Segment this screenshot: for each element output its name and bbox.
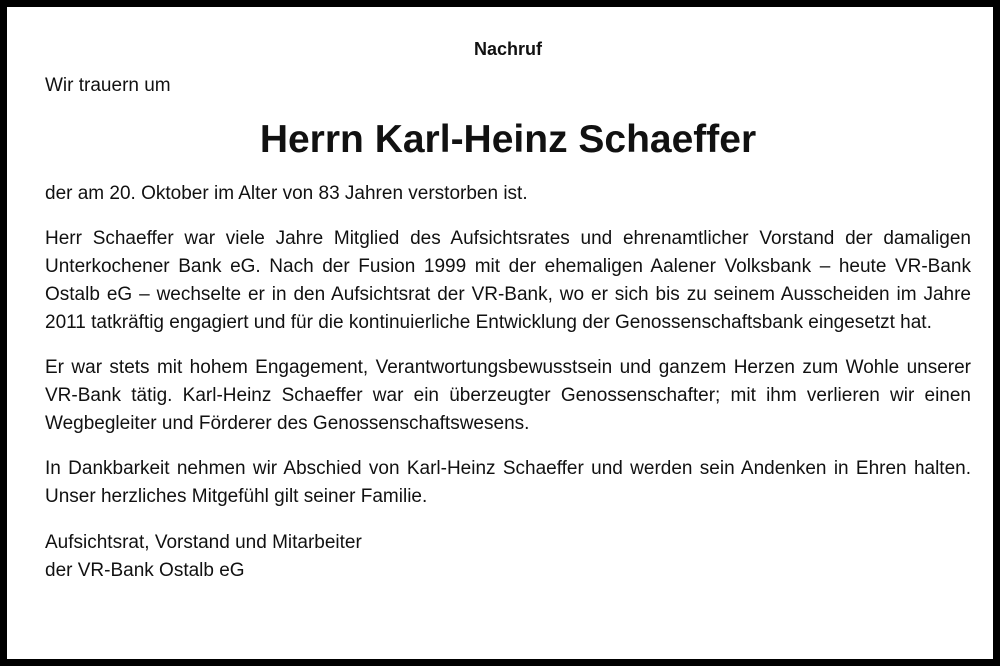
- obituary-content: [45, 37, 971, 585]
- intro-line: Wir trauern um: [45, 75, 171, 96]
- biography-paragraph: Herr Schaeffer war viele Jahre Mitglied des Aufsichtsrates und ehrenamtlicher Vorstand der damaligen Unterkochener Bank eG. Nach der Fusion 1999 mit der ehemaligen Aalener Volksbank – heute VR-Bank Ostalb eG – wechselte er in den Aufsichtsrat der VR-Bank, wo er sich bis zu seinem Ausscheiden im Jahre 2011 tatkräftig engagiert und für die kontinuierliche Entwicklung der Genossenschaftsbank eingesetzt hat.: [45, 228, 971, 333]
- deceased-name: Herrn Karl-Heinz Schaeffer: [259, 118, 757, 161]
- obituary-heading: Nachruf: [473, 39, 542, 59]
- death-notice-paragraph: der am 20. Oktober im Alter von 83 Jahren verstorben ist.: [45, 183, 528, 204]
- signature-block: [45, 529, 971, 585]
- signature-line-2: der VR-Bank Ostalb eG: [45, 560, 245, 581]
- tribute-paragraph: Er war stets mit hohem Engagement, Verantwortungsbewusstsein und ganzem Herzen zum Wohle unserer VR-Bank tätig. Karl-Heinz Schaeffer war ein überzeugter Genossenschafter; mit ihm verlieren wir einen Wegbegleiter und Förderer des Genossenschaftswesens.: [45, 357, 971, 434]
- signature-line-1: Aufsichtsrat, Vorstand und Mitarbeiter: [45, 532, 362, 553]
- farewell-paragraph: In Dankbarkeit nehmen wir Abschied von Karl-Heinz Schaeffer und werden sein Andenken in Ehren halten. Unser herzliches Mitgefühl gilt seiner Familie.: [45, 458, 971, 507]
